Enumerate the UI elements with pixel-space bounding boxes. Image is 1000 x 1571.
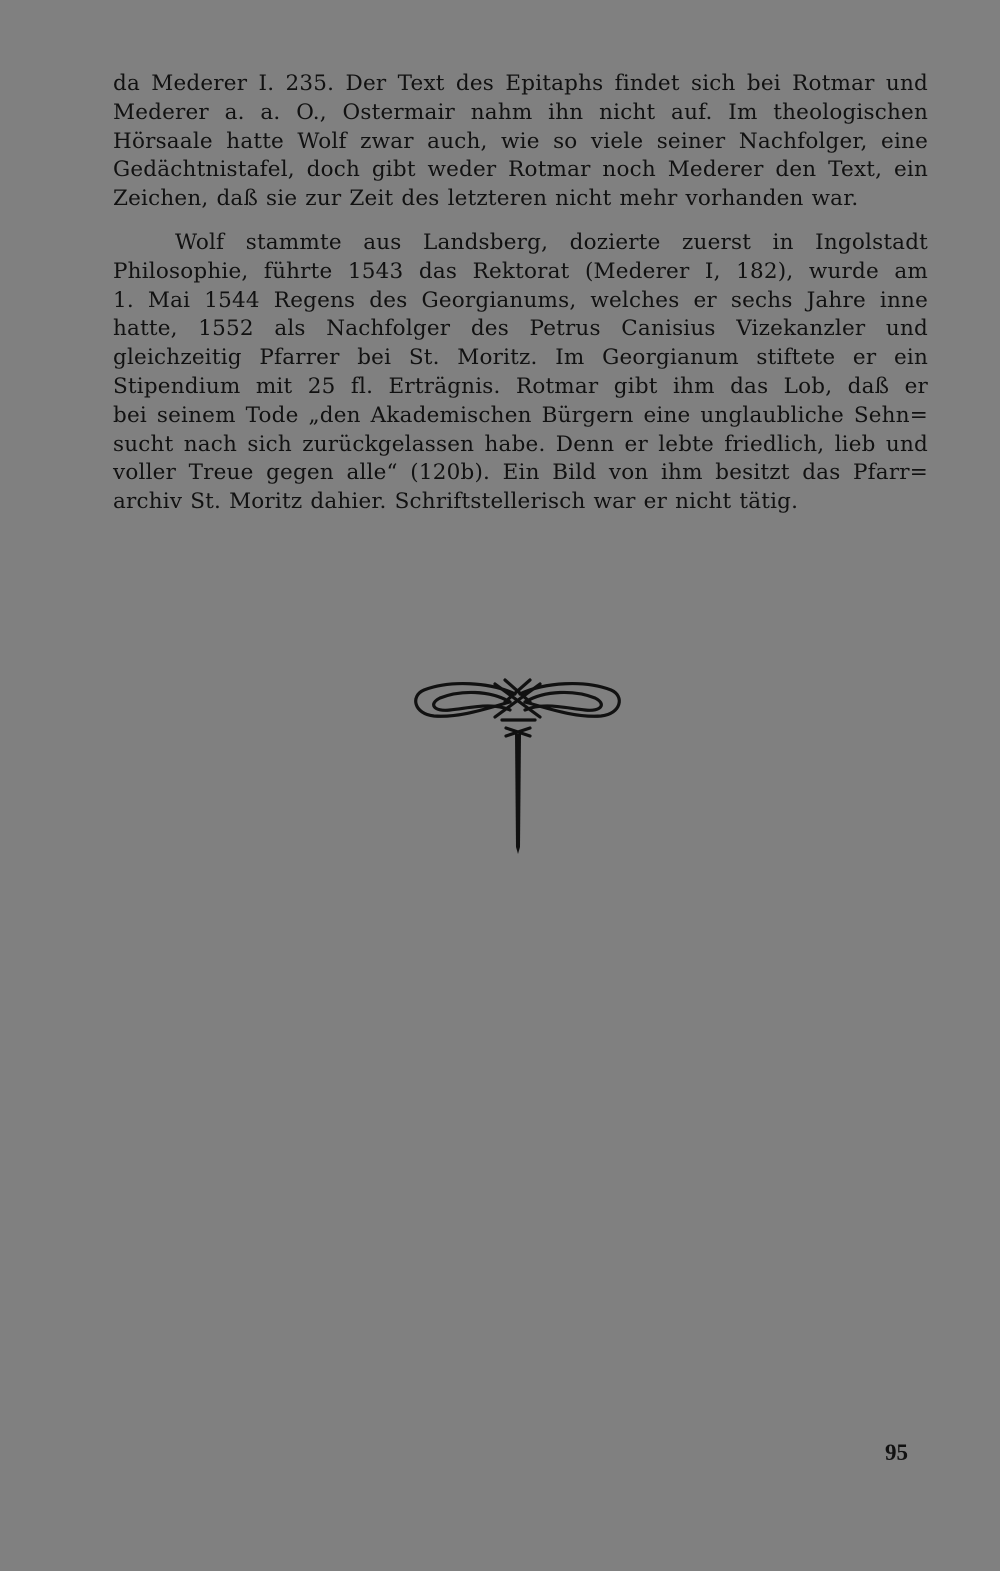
text-line: hatte, 1552 als Nachfolger des Petrus Canisius Vizekanzler und bbox=[113, 316, 928, 342]
page-body bbox=[113, 70, 928, 517]
text-line: Stipendium mit 25 fl. Erträgnis. Rotmar gibt ihm das Lob, daß er bbox=[113, 373, 928, 399]
text-line: 1. Mai 1544 Regens des Georgianums, welches er sechs Jahre inne bbox=[113, 287, 928, 313]
paragraph-2 bbox=[113, 229, 928, 517]
text-line: Gedächtnistafel, doch gibt weder Rotmar noch Mederer den Text, ein bbox=[113, 157, 928, 183]
decorative-knot-ornament-icon bbox=[410, 672, 625, 857]
text-line: bei seinem Tode „den Akademischen Bürgern eine unglaubliche Sehn= bbox=[113, 402, 928, 428]
text-line: sucht nach sich zurückgelassen habe. Denn er lebte friedlich, lieb und bbox=[113, 431, 928, 457]
text-line: Zeichen, daß sie zur Zeit des letzteren nicht mehr vorhanden war. bbox=[113, 186, 859, 212]
page-number: 95 bbox=[885, 1440, 908, 1465]
text-line: Mederer a. a. O., Ostermair nahm ihn nicht auf. Im theologischen bbox=[113, 99, 928, 125]
text-line: voller Treue gegen alle“ (120b). Ein Bild von ihm besitzt das Pfarr= bbox=[113, 460, 928, 486]
text-line: Philosophie, führte 1543 das Rektorat (Mederer I, 182), wurde am bbox=[113, 258, 928, 284]
text-line: gleichzeitig Pfarrer bei St. Moritz. Im Georgianum stiftete er ein bbox=[113, 345, 928, 371]
paragraph-1 bbox=[113, 70, 928, 214]
text-line: archiv St. Moritz dahier. Schriftstellerisch war er nicht tätig. bbox=[113, 489, 799, 515]
text-line: Hörsaale hatte Wolf zwar auch, wie so viele seiner Nachfolger, eine bbox=[113, 128, 928, 154]
text-line: da Mederer I. 235. Der Text des Epitaphs findet sich bei Rotmar und bbox=[113, 71, 928, 96]
text-line: Wolf stammte aus Landsberg, dozierte zuerst in Ingolstadt bbox=[175, 229, 928, 255]
